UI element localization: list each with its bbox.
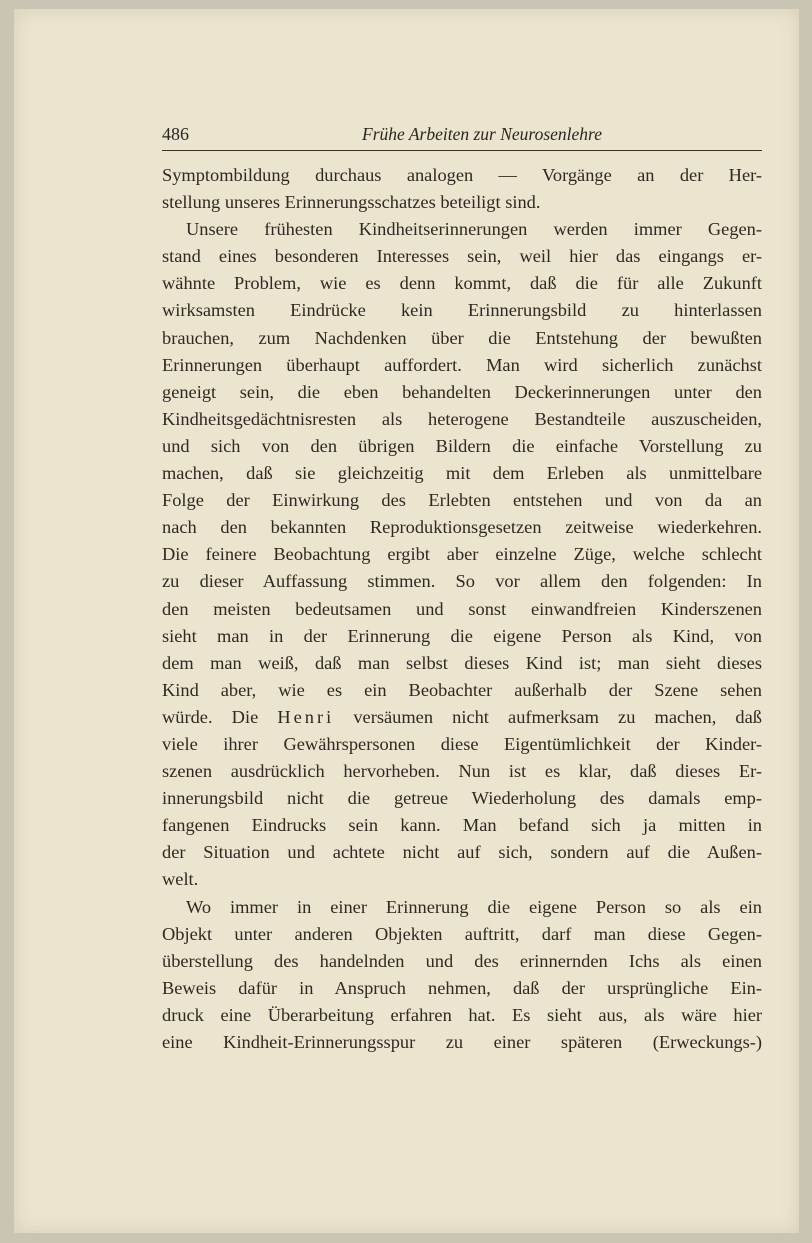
text-line: überstellung des handelnden und des erinnernden Ichs als einen xyxy=(162,950,762,971)
text-line: innerungsbild nicht die getreue Wiederholung des damals emp- xyxy=(162,788,762,809)
text-line: geneigt sein, die eben behandelten Deckerinnerungen unter den xyxy=(162,381,762,402)
page-header xyxy=(162,124,762,148)
text-line: fangenen Eindrucks sein kann. Man befand sich ja mitten in xyxy=(162,815,762,836)
emphasized-name: Henri xyxy=(277,706,335,727)
text-line: Kind aber, wie es ein Beobachter außerhalb der Szene sehen xyxy=(162,679,762,700)
text-line: wähnte Problem, wie es denn kommt, daß die für alle Zukunft xyxy=(162,273,762,294)
running-title: Frühe Arbeiten zur Neurosenlehre xyxy=(362,124,602,144)
text-line: Die feinere Beobachtung ergibt aber einzelne Züge, welche schlecht xyxy=(162,544,762,565)
text-line: Beweis dafür in Anspruch nehmen, daß der ursprüngliche Ein- xyxy=(162,977,762,998)
text-line: und sich von den übrigen Bildern die einfache Vorstellung zu xyxy=(162,435,762,456)
text-line: wirksamsten Eindrücke kein Erinnerungsbild zu hinterlassen xyxy=(162,300,762,321)
text-line: machen, daß sie gleichzeitig mit dem Erleben als unmittelbare xyxy=(162,463,762,484)
text-line: druck eine Überarbeitung erfahren hat. Es sieht aus, als wäre hier xyxy=(162,1004,762,1025)
text-line: nach den bekannten Reproduktionsgesetzen zeitweise wiederkehren. xyxy=(162,517,762,538)
text-line: Kindheitsgedächtnisresten als heterogene Bestandteile auszuscheiden, xyxy=(162,408,762,429)
text-line: dem man weiß, daß man selbst dieses Kind ist; man sieht dieses xyxy=(162,652,762,673)
text-line: Unsere frühesten Kindheitserinnerungen werden immer Gegen- xyxy=(186,219,762,240)
text-line: Folge der Einwirkung des Erlebten entstehen und von da an xyxy=(162,490,762,511)
text-line: Wo immer in einer Erinnerung die eigene Person so als ein xyxy=(186,896,762,917)
text-line: welt. xyxy=(162,869,199,890)
text-line: Symptombildung durchaus analogen — Vorgänge an der Her- xyxy=(162,165,762,185)
text-line: Erinnerungen überhaupt auffordert. Man wird sicherlich zunächst xyxy=(162,354,762,375)
text-line: viele ihrer Gewährspersonen diese Eigentümlichkeit der Kinder- xyxy=(162,733,762,754)
text-line: sieht man in der Erinnerung die eigene Person als Kind, von xyxy=(162,625,762,646)
page-number: 486 xyxy=(162,124,189,144)
text-line: brauchen, zum Nachdenken über die Entstehung der bewußten xyxy=(162,327,762,348)
text-line: zu dieser Auffassung stimmen. So vor allem den folgenden: In xyxy=(162,571,762,592)
header-rule xyxy=(162,150,762,151)
body-text xyxy=(162,162,762,1056)
text-line: eine Kindheit-Erinnerungsspur zu einer späteren (Erweckungs-) xyxy=(162,1032,762,1052)
text-line: stellung unseres Erinnerungsschatzes beteiligt sind. xyxy=(162,192,541,213)
text-line: würde. Die Henri versäumen nicht aufmerksam zu machen, daß xyxy=(162,706,762,727)
text-line: stand eines besonderen Interesses sein, weil hier das eingangs er- xyxy=(162,246,762,267)
text-line: Objekt unter anderen Objekten auftritt, darf man diese Gegen- xyxy=(162,923,762,944)
text-line: den meisten bedeutsamen und sonst einwandfreien Kinderszenen xyxy=(162,598,762,619)
text-line: szenen ausdrücklich hervorheben. Nun ist es klar, daß dieses Er- xyxy=(162,761,762,782)
text-line: der Situation und achtete nicht auf sich, sondern auf die Außen- xyxy=(162,842,762,863)
